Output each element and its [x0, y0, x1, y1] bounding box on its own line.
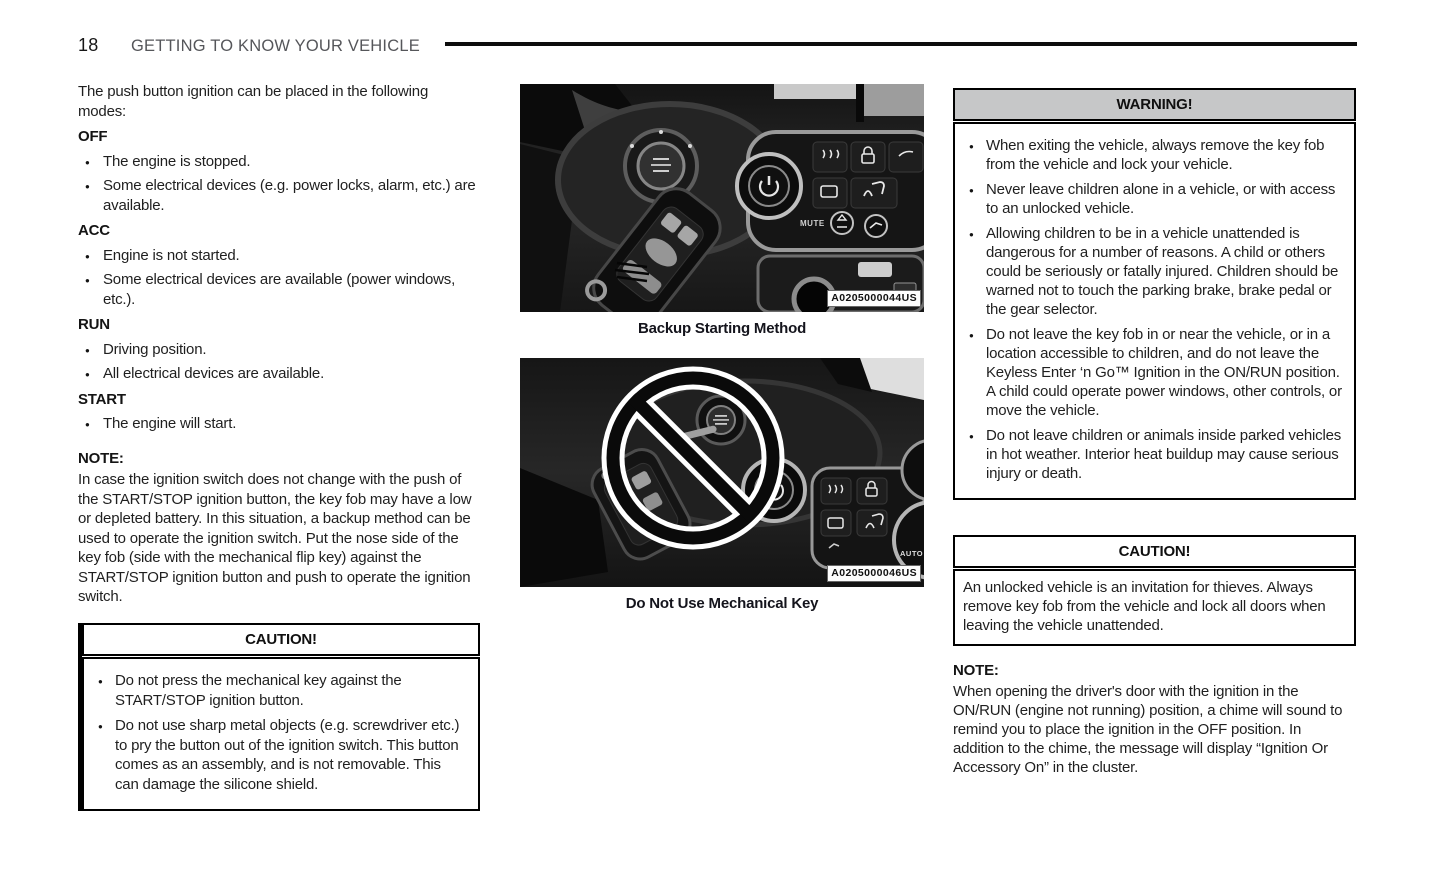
dashboard-photo [520, 84, 924, 312]
caution-text: An unlocked vehicle is an invitation for thieves. Always remove key fob from the vehicle and lock all doors when leaving the vehicle unattended. [963, 579, 1326, 634]
bullet-text: Driving position. [103, 340, 207, 358]
list-item [92, 716, 468, 794]
bullet-text: Do not leave children or animals inside parked vehicles in hot weather. Interior heat buildup may cause serious injury or death. [986, 427, 1342, 482]
list-item [963, 426, 1344, 483]
figure-no-mechanical-key [520, 358, 924, 612]
figure-caption: Do Not Use Mechanical Key [625, 595, 819, 612]
note-label: NOTE: [953, 662, 999, 679]
intro-paragraph: The push button ignition can be placed in the following modes: [78, 83, 429, 120]
figure-code-label: A0205000044US [827, 290, 921, 307]
bullet-text: Do not use sharp metal objects (e.g. screwdriver etc.) to pry the button out of the ignition switch. This button comes as an assembly, and is not removable. This can damage the silicone shield. [115, 717, 460, 793]
bullet-text: Engine is not started. [103, 246, 240, 264]
caution-box-right-body [953, 569, 1356, 646]
warning-box-title: WARNING! [953, 88, 1356, 121]
caution-box-left-title: CAUTION! [82, 623, 480, 657]
left-column [78, 82, 480, 811]
list-item [963, 136, 1344, 174]
figure-backup-starting [520, 84, 924, 337]
list-item [78, 176, 480, 215]
list-item [78, 414, 480, 434]
center-stack-controls [737, 132, 924, 250]
bullet-text: Do not leave the key fob in or near the vehicle, or in a location accessible to children, and do not leave the Keyless Enter ‘n Go™ Ignition in the ON/RUN position. A child could operate power windows, other controls, or move the vehicle. [986, 326, 1342, 419]
hill-descent-button [865, 215, 887, 237]
list-item [963, 325, 1344, 420]
caution-box-left-body [82, 657, 480, 811]
page-number: 18 [78, 35, 99, 55]
figures-column [520, 84, 924, 612]
bullet-text: Some electrical devices (e.g. power locks, alarm, etc.) are available. [103, 177, 476, 214]
figure-code-label: A0205000046US [827, 565, 921, 582]
mode-title-acc: ACC [78, 222, 110, 239]
bullet-text: Some electrical devices are available (power windows, etc.). [103, 271, 456, 308]
list-item [963, 224, 1344, 319]
warning-box [953, 88, 1356, 500]
caution-box-left [78, 623, 480, 812]
auto-label: AUTO [900, 549, 924, 558]
list-item [78, 246, 480, 266]
header-rule [445, 42, 1357, 46]
note-label: NOTE: [78, 449, 124, 467]
note-paragraph: When opening the driver's door with the ignition in the ON/RUN (engine not running) position, a chime will sound to remind you to place the ignition in the OFF position. In addition to the chime, the message will display “Ignition Or Accessory On” in the cluster. [953, 683, 1343, 776]
mode-acc-list [78, 246, 480, 310]
list-item [78, 270, 480, 309]
bullet-text: Do not press the mechanical key against the START/STOP ignition button. [115, 672, 402, 709]
list-item [78, 340, 480, 360]
bullet-text: Never leave children alone in a vehicle, or with access to an unlocked vehicle. [986, 181, 1336, 217]
bullet-text: Allowing children to be in a vehicle unattended is dangerous for a number of reasons. A child or others could be seriously or fatally injured. Children should be warned not to touch the parking brake, brake pedal or the gear selector. [986, 225, 1339, 318]
mode-off-list [78, 152, 480, 216]
mode-title-off: OFF [78, 128, 108, 145]
list-item [92, 671, 468, 710]
no-mechanical-key-illustration [520, 358, 924, 587]
right-column [953, 88, 1356, 777]
figure-caption: Backup Starting Method [637, 320, 807, 337]
mode-title-start: START [78, 390, 126, 408]
console-switch [858, 262, 892, 277]
list-item [78, 364, 480, 384]
caution-box-right-title: CAUTION! [953, 535, 1356, 568]
warning-box-body [953, 122, 1356, 500]
list-item [963, 180, 1344, 218]
page-title: GETTING TO KNOW YOUR VEHICLE [131, 37, 420, 55]
volume-knob [737, 154, 801, 218]
note-paragraph: In case the ignition switch does not change with the push of the START/STOP ignition button, the key fob may have a low or depleted battery. In this situation, a backup method can be used to operate the ignition switch. Put the nose side of the key fob (side with the mechanical flip key) against the START/STOP ignition button and push to operate the ignition switch. [78, 471, 472, 605]
mode-start-list [78, 414, 480, 434]
bullet-text: The engine will start. [103, 415, 237, 432]
mode-run-list [78, 340, 480, 384]
bullet-text: When exiting the vehicle, always remove the key fob from the vehicle and lock your vehicle. [986, 137, 1325, 173]
bullet-text: All electrical devices are available. [103, 365, 325, 382]
bullet-text: The engine is stopped. [103, 152, 251, 170]
caution-box-right [953, 535, 1356, 646]
dashboard-photo [520, 358, 924, 587]
mode-title-run: RUN [78, 316, 110, 333]
list-item [78, 152, 480, 172]
backup-start-illustration [520, 84, 924, 312]
mute-button-label: MUTE [800, 219, 825, 228]
